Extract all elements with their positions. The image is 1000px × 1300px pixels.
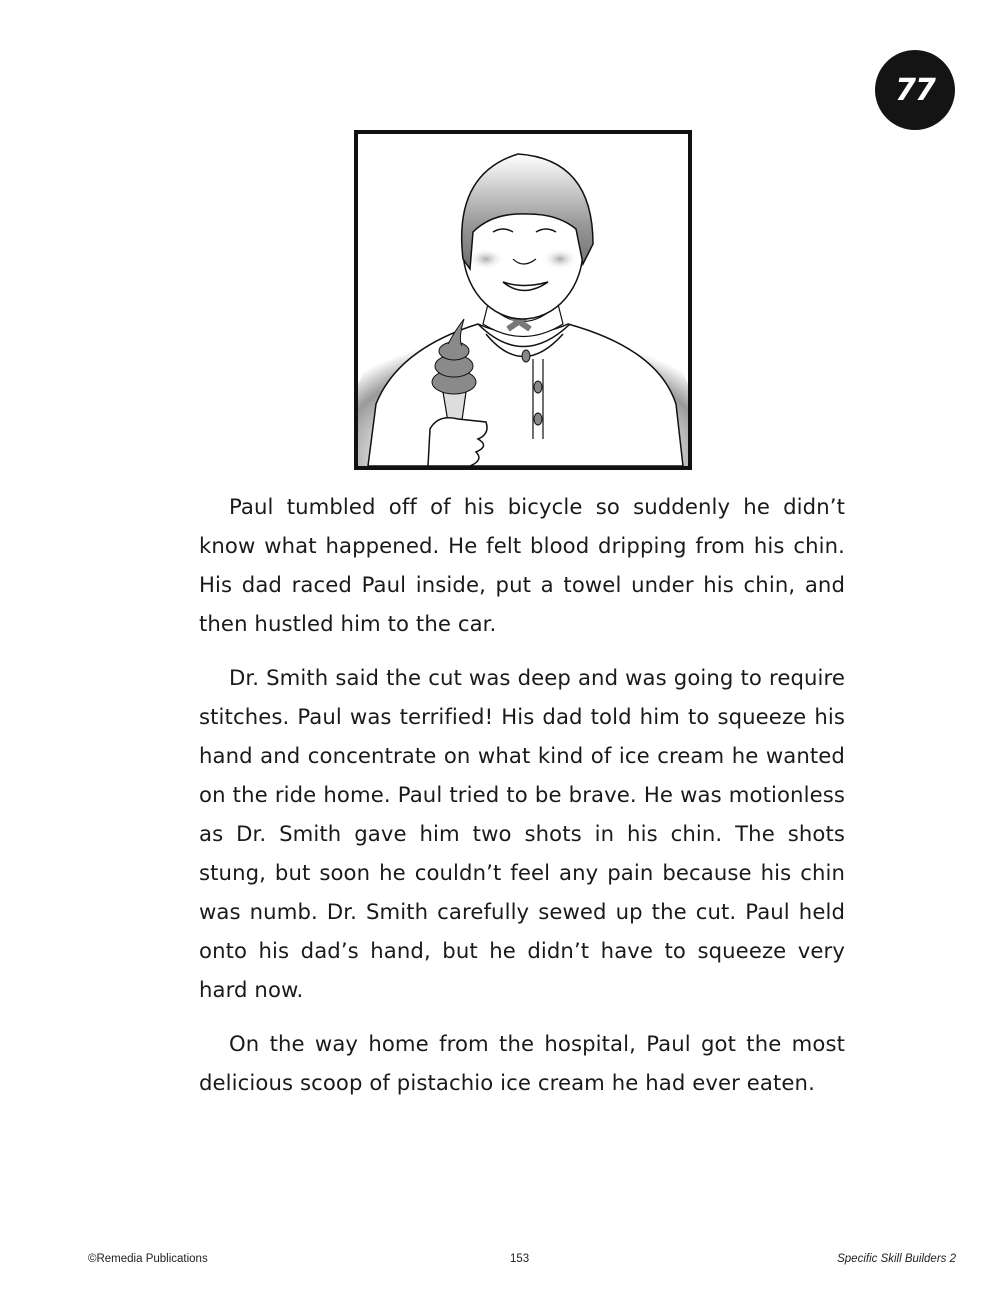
footer-copyright: ©Remedia Publications: [88, 1253, 208, 1265]
page-footer: [88, 1253, 956, 1269]
story-paragraph: Dr. Smith said the cut was deep and was going to require stitches. Paul was terrified! His dad told him to squeeze his hand and concentrate on what kind of ice cream he wanted on the ride home. Paul tried to be brave. He was motionless as Dr. Smith gave him two shots in his chin. The shots stung, but soon he couldn’t feel any pain because his chin was numb. Dr. Smith carefully sewed up the cut. Paul held onto his dad’s hand, but he didn’t have to squeeze very hard now.: [199, 665, 845, 1002]
footer-page-number: 153: [510, 1253, 530, 1265]
story-illustration: [354, 130, 692, 470]
story-number-badge: [875, 50, 955, 130]
story-text: [199, 487, 845, 1117]
story-paragraph: On the way home from the hospital, Paul got the most delicious scoop of pistachio ice cream he had ever eaten.: [199, 1031, 845, 1095]
story-number: 77: [895, 72, 935, 108]
story-paragraph: Paul tumbled off of his bicycle so suddenly he didn’t know what happened. He felt blood dripping from his chin. His dad raced Paul inside, put a towel under his chin, and then hustled him to the car.: [199, 494, 845, 636]
boy-with-ice-cream-icon: [358, 134, 688, 466]
footer-book-title: Specific Skill Builders 2: [837, 1253, 956, 1265]
